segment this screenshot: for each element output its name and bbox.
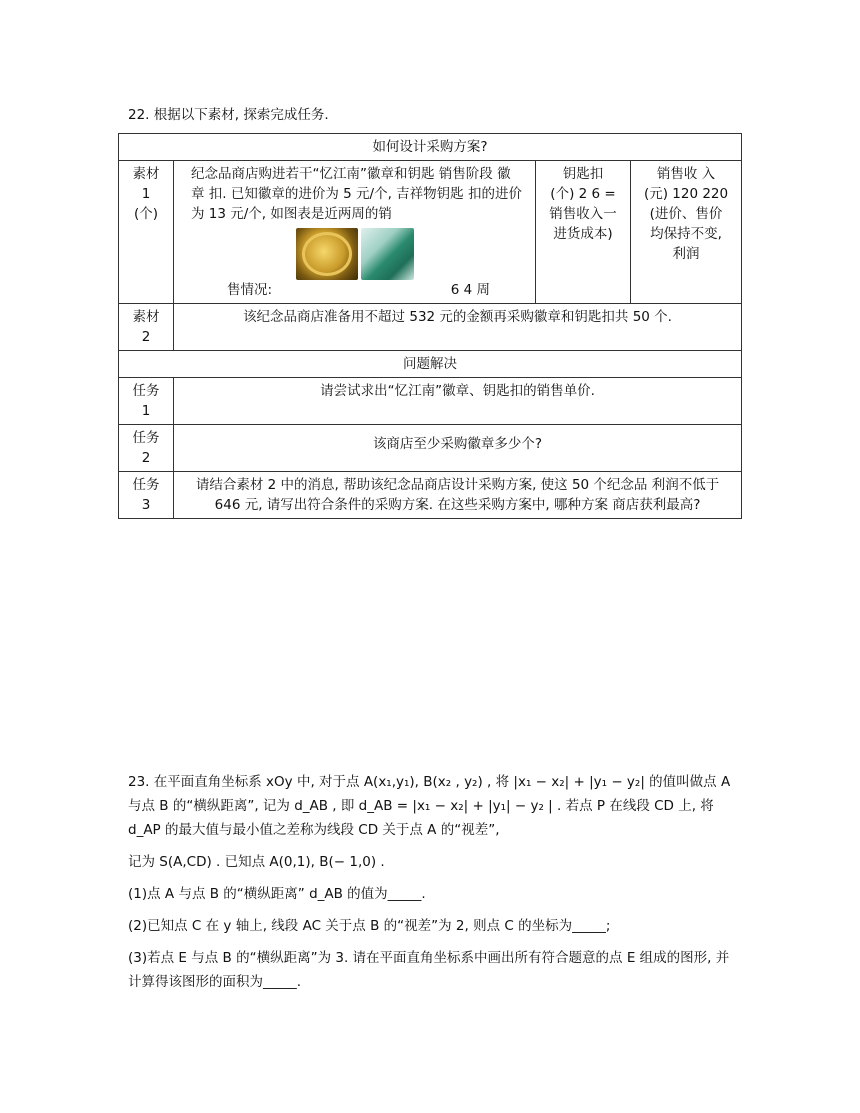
question-22-title: 22. 根据以下素材, 探索完成任务. — [128, 107, 329, 123]
table-title-row — [119, 134, 742, 161]
q23-part-1: (1)点 A 与点 B 的“横纵距离” d_AB 的值为_____. — [128, 886, 426, 902]
sales-label: 售情况: — [227, 282, 273, 298]
q23-part-2: (2)已知点 C 在 y 轴上, 线段 AC 关于点 B 的“视差”为 2, 则点 C 的坐标为_____; — [128, 918, 611, 934]
section-problem-row — [119, 351, 742, 378]
material-1-text: 纪念品商店购进若干“忆江南”徽章和钥匙 销售阶段 徽 章 扣. 已知徽章的进价为 5 元/个, 吉祥物钥匙 扣的进价为 13 元/个, 如图表是近两周的销 — [191, 166, 522, 222]
task-3-row — [119, 472, 742, 519]
task-3-label: 任务 3 — [119, 472, 174, 519]
jade-tassel-keychain-image — [361, 228, 414, 280]
q23-paragraph-1: 23. 在平面直角坐标系 xOy 中, 对于点 A(x₁,y₁), B(x₂ , y₂) , 将 |x₁ − x₂| + |y₁ − y₂| 的值叫做点 A 与点 B 的“横纵距离”, 记为 d_AB , 即 d_AB = |x₁ − x₂| + |y₁| − y₂ | . 若点 P 在线段 CD 上, 将 d_AP 的最大值与最小值之差称为线段 CD 关于点 A 的“视差”, — [128, 774, 731, 838]
sales-images — [179, 228, 530, 280]
question-23 — [128, 770, 733, 1002]
q23-paragraph-2: 记为 S(A,CD) . 已知点 A(0,1), B(− 1,0) . — [128, 854, 385, 870]
task-1-text: 请尝试求出“忆江南”徽章、钥匙扣的销售单价. — [174, 378, 742, 425]
sales-line — [179, 280, 530, 300]
task-2-label: 任务 2 — [119, 425, 174, 472]
q23-part-3: (3)若点 E 与点 B 的“横纵距离”为 3. 请在平面直角坐标系中画出所有符合题意的点 E 组成的图形, 并计算得该图形的面积为_____. — [128, 950, 730, 990]
section-problem-solving: 问题解决 — [119, 351, 742, 378]
keychain-column: 钥匙扣 (个) 2 6 = 销售收入一 进货成本) — [536, 161, 631, 304]
task-2-row — [119, 425, 742, 472]
material-1-label: 素材 1 (个) — [119, 161, 174, 304]
task-1-row — [119, 378, 742, 425]
material-2-label: 素材 2 — [119, 304, 174, 351]
material-1-cell — [174, 161, 536, 304]
material-2-row — [119, 304, 742, 351]
gold-coin-badge-image — [296, 228, 358, 280]
material-1-row — [119, 161, 742, 304]
purchase-plan-table — [118, 133, 742, 519]
task-3-text: 请结合素材 2 中的消息, 帮助该纪念品商店设计采购方案, 使这 50 个纪念品 利润不低于 646 元, 请写出符合条件的采购方案. 在这些采购方案中, 哪种方案 商店获利最高? — [174, 472, 742, 519]
task-2-text: 该商店至少采购徽章多少个? — [174, 425, 742, 472]
sales-week: 6 4 周 — [450, 282, 490, 298]
sales-revenue-column: 销售收 入 (元) 120 220 (进价、售价 均保持不变, 利润 — [631, 161, 742, 304]
material-2-text: 该纪念品商店准备用不超过 532 元的金额再采购徽章和钥匙扣共 50 个. — [174, 304, 742, 351]
task-1-label: 任务 1 — [119, 378, 174, 425]
table-title: 如何设计采购方案? — [119, 134, 742, 161]
